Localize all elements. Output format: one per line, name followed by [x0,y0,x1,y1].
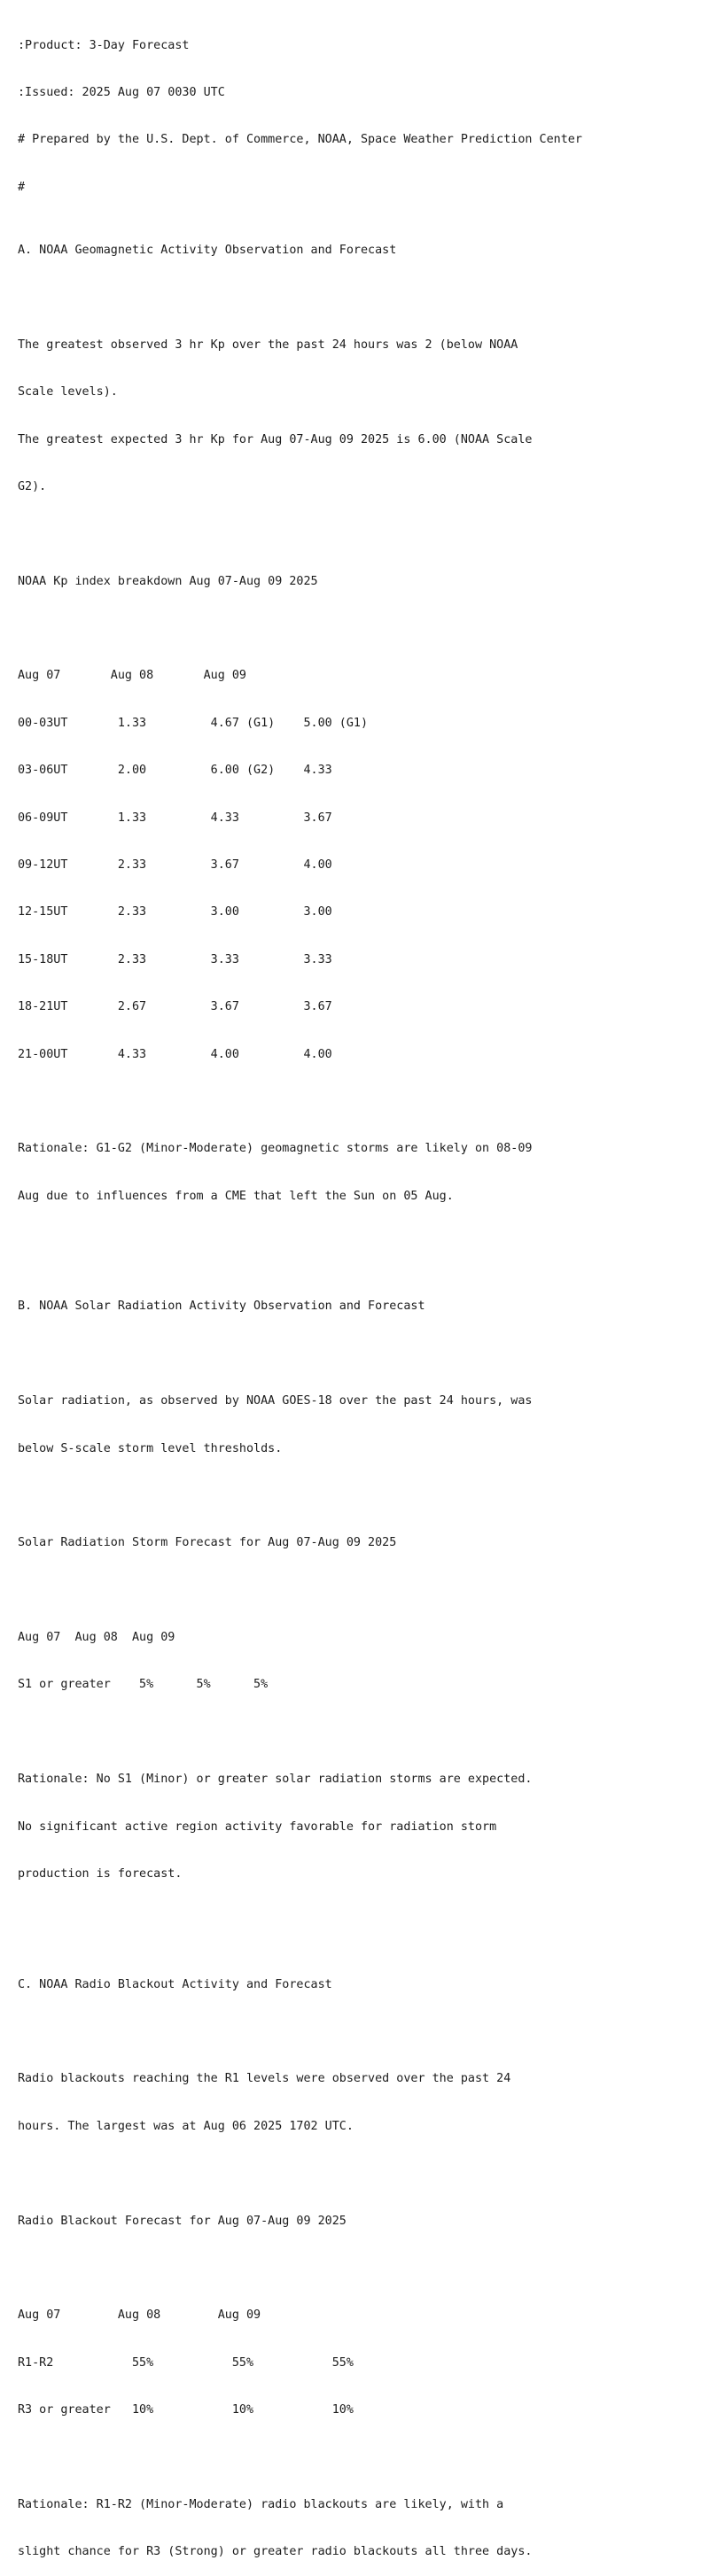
spacer [18,1346,701,1362]
radio-blackout-rationale-line-1: Rationale: R1-R2 (Minor-Moderate) radio blackouts are likely, with a [18,2497,504,2511]
spacer [18,1094,701,1110]
spacer [18,1488,701,1504]
geomagnetic-observed-line-1: The greatest observed 3 hr Kp over the past 24 hours was 2 (below NOAA [18,338,518,352]
geomagnetic-rationale-line-2: Aug due to influences from a CME that left the Sun on 05 Aug. [18,1189,454,1203]
issued-line: :Issued: 2025 Aug 07 0030 UTC [18,85,225,99]
product-line: :Product: 3-Day Forecast [18,38,190,52]
solar-radiation-section-title: B. NOAA Solar Radiation Activity Observation and Forecast [18,1300,425,1314]
kp-table-row: 00-03UT 1.33 4.67 (G1) 5.00 (G1) [18,716,369,730]
radio-blackout-r1r2-row: R1-R2 55% 55% 55% [18,2355,354,2370]
prepared-line: # Prepared by the U.S. Dept. of Commerce, NOAA, Space Weather Prediction Center [18,133,582,147]
solar-radiation-rationale-line-3: production is forecast. [18,1867,183,1882]
solar-radiation-observed-line-1: Solar radiation, as observed by NOAA GOES-18 over the past 24 hours, was [18,1394,533,1408]
kp-table-row: 12-15UT 2.33 3.00 3.00 [18,905,332,919]
spacer [18,1583,701,1599]
spacer [18,2024,701,2040]
radio-blackout-forecast-title: Radio Blackout Forecast for Aug 07-Aug 09 2025 [18,2214,347,2228]
kp-table-header: Aug 07 Aug 08 Aug 09 [18,669,246,683]
spacer [18,290,701,306]
hash-line: # [18,180,26,194]
radio-blackout-observed-line-1: Radio blackouts reaching the R1 levels were observed over the past 24 [18,2072,511,2086]
kp-table-row: 18-21UT 2.67 3.67 3.67 [18,1000,332,1014]
solar-radiation-rationale-line-2: No significant active region activity favorable for radiation storm [18,1819,497,1834]
solar-radiation-table-header: Aug 07 Aug 08 Aug 09 [18,1631,175,1645]
spacer [18,1913,701,1929]
radio-blackout-table-header: Aug 07 Aug 08 Aug 09 [18,2308,261,2323]
geomagnetic-rationale-line-1: Rationale: G1-G2 (Minor-Moderate) geomagnetic storms are likely on 08-09 [18,1142,533,1156]
solar-radiation-observed-line-2: below S-scale storm level thresholds. [18,1441,283,1455]
kp-table-row: 09-12UT 2.33 3.67 4.00 [18,858,332,873]
geomagnetic-section-title: A. NOAA Geomagnetic Activity Observation and Forecast [18,243,397,257]
spacer [18,1725,701,1741]
kp-breakdown-title: NOAA Kp index breakdown Aug 07-Aug 09 2025 [18,574,318,588]
kp-table-row: 06-09UT 1.33 4.33 3.67 [18,811,332,825]
solar-radiation-rationale-line-1: Rationale: No S1 (Minor) or greater solar radiation storms are expected. [18,1773,533,1787]
radio-blackout-rationale-line-2: slight chance for R3 (Strong) or greater radio blackouts all three days. [18,2545,533,2559]
radio-blackout-observed-line-2: hours. The largest was at Aug 06 2025 1702 UTC. [18,2119,354,2133]
solar-radiation-forecast-title: Solar Radiation Storm Forecast for Aug 07-Aug 09 2025 [18,1536,397,1550]
radio-blackout-section-title: C. NOAA Radio Blackout Activity and Forecast [18,1977,332,1991]
spacer [18,526,701,542]
radio-blackout-r3-row: R3 or greater 10% 10% 10% [18,2403,354,2417]
kp-table-row: 15-18UT 2.33 3.33 3.33 [18,952,332,966]
spacer [18,2166,701,2182]
spacer [18,1236,701,1252]
kp-table-row: 03-06UT 2.00 6.00 (G2) 4.33 [18,764,332,778]
spacer [18,2450,701,2466]
solar-radiation-s1-row: S1 or greater 5% 5% 5% [18,1678,269,1692]
spacer [18,621,701,637]
geomagnetic-expected-line-2: G2). [18,479,47,493]
kp-table-row: 21-00UT 4.33 4.00 4.00 [18,1047,332,1061]
geomagnetic-expected-line-1: The greatest expected 3 hr Kp for Aug 07-Aug 09 2025 is 6.00 (NOAA Scale [18,432,533,446]
spacer [18,2261,701,2277]
geomagnetic-observed-line-2: Scale levels). [18,385,118,400]
